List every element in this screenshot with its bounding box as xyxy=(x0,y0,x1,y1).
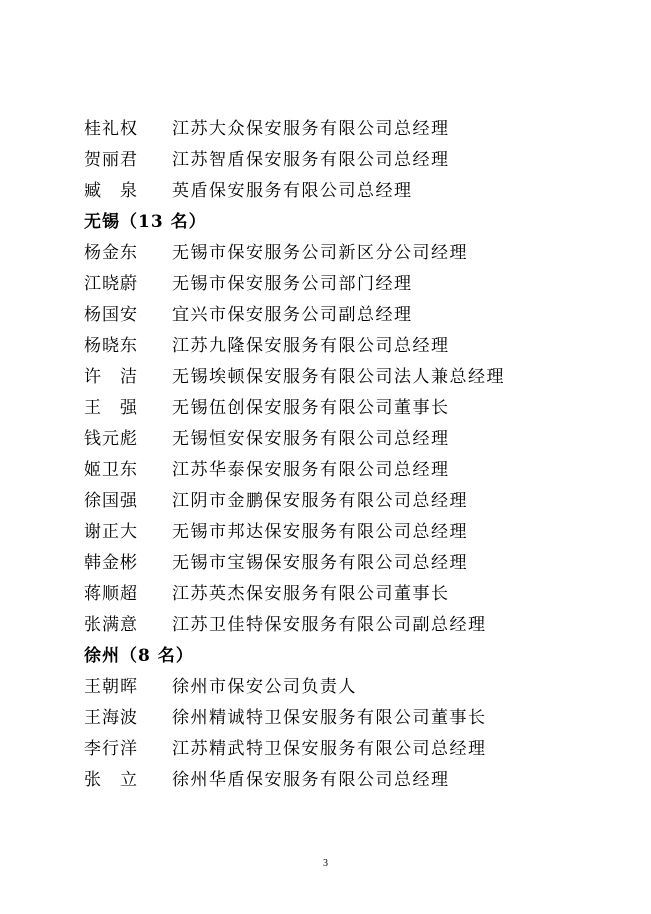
person-name: 杨金东 xyxy=(84,243,138,263)
list-item xyxy=(84,765,604,796)
list-item xyxy=(84,362,604,393)
list-item xyxy=(84,610,604,641)
person-name: 张 立 xyxy=(84,770,138,790)
person-name: 江晓蔚 xyxy=(84,274,138,294)
person-title: 无锡市保安服务公司部门经理 xyxy=(172,274,413,294)
person-title: 徐州市保安公司负责人 xyxy=(172,677,357,697)
person-name: 韩金彬 xyxy=(84,553,138,573)
list-item xyxy=(84,238,604,269)
person-name: 钱元彪 xyxy=(84,429,138,449)
section-heading-xuzhou: 徐州（8 名） xyxy=(84,646,194,666)
person-title: 江苏大众保安服务有限公司总经理 xyxy=(172,119,450,139)
person-name: 徐国强 xyxy=(84,491,138,511)
person-name: 杨晓东 xyxy=(84,336,138,356)
page-number: 3 xyxy=(323,858,328,869)
person-name: 贺丽君 xyxy=(84,150,138,170)
person-title: 无锡市保安服务公司新区分公司经理 xyxy=(172,243,468,263)
person-title: 英盾保安服务有限公司总经理 xyxy=(172,181,413,201)
list-item xyxy=(84,455,604,486)
person-name: 张满意 xyxy=(84,615,138,635)
list-item xyxy=(84,703,604,734)
person-name: 王 强 xyxy=(84,398,138,418)
list-item xyxy=(84,114,604,145)
person-name: 蒋顺超 xyxy=(84,584,138,604)
person-title: 无锡埃顿保安服务有限公司法人兼总经理 xyxy=(172,367,505,387)
person-name: 王海波 xyxy=(84,708,138,728)
list-item xyxy=(84,393,604,424)
list-item xyxy=(84,734,604,765)
person-name: 杨国安 xyxy=(84,305,138,325)
list-item xyxy=(84,486,604,517)
person-title: 无锡伍创保安服务有限公司董事长 xyxy=(172,398,450,418)
person-name: 王朝晖 xyxy=(84,677,138,697)
person-title: 江苏智盾保安服务有限公司总经理 xyxy=(172,150,450,170)
person-title: 江苏精武特卫保安服务有限公司总经理 xyxy=(172,739,487,759)
list-item xyxy=(84,424,604,455)
person-title: 徐州华盾保安服务有限公司总经理 xyxy=(172,770,450,790)
person-title: 无锡市邦达保安服务有限公司总经理 xyxy=(172,522,468,542)
person-title: 宜兴市保安服务公司副总经理 xyxy=(172,305,413,325)
list-item xyxy=(84,269,604,300)
person-name: 桂礼权 xyxy=(84,119,138,139)
list-item xyxy=(84,579,604,610)
person-title: 无锡恒安保安服务有限公司总经理 xyxy=(172,429,450,449)
person-name: 李行洋 xyxy=(84,739,138,759)
list-item xyxy=(84,300,604,331)
person-name: 谢正大 xyxy=(84,522,138,542)
list-item xyxy=(84,672,604,703)
list-item xyxy=(84,145,604,176)
person-title: 江阴市金鹏保安服务有限公司总经理 xyxy=(172,491,468,511)
person-name: 臧 泉 xyxy=(84,181,138,201)
person-name: 姬卫东 xyxy=(84,460,138,480)
person-title: 江苏卫佳特保安服务有限公司副总经理 xyxy=(172,615,487,635)
list-item xyxy=(84,517,604,548)
person-title: 江苏英杰保安服务有限公司董事长 xyxy=(172,584,450,604)
list-item xyxy=(84,548,604,579)
person-title: 江苏九隆保安服务有限公司总经理 xyxy=(172,336,450,356)
section-heading-wuxi: 无锡（13 名） xyxy=(84,212,207,232)
list-item xyxy=(84,176,604,207)
person-name: 许 洁 xyxy=(84,367,138,387)
list-item xyxy=(84,331,604,362)
person-title: 江苏华泰保安服务有限公司总经理 xyxy=(172,460,450,480)
person-title: 无锡市宝锡保安服务有限公司总经理 xyxy=(172,553,468,573)
personnel-list xyxy=(84,114,604,796)
person-title: 徐州精诚特卫保安服务有限公司董事长 xyxy=(172,708,487,728)
